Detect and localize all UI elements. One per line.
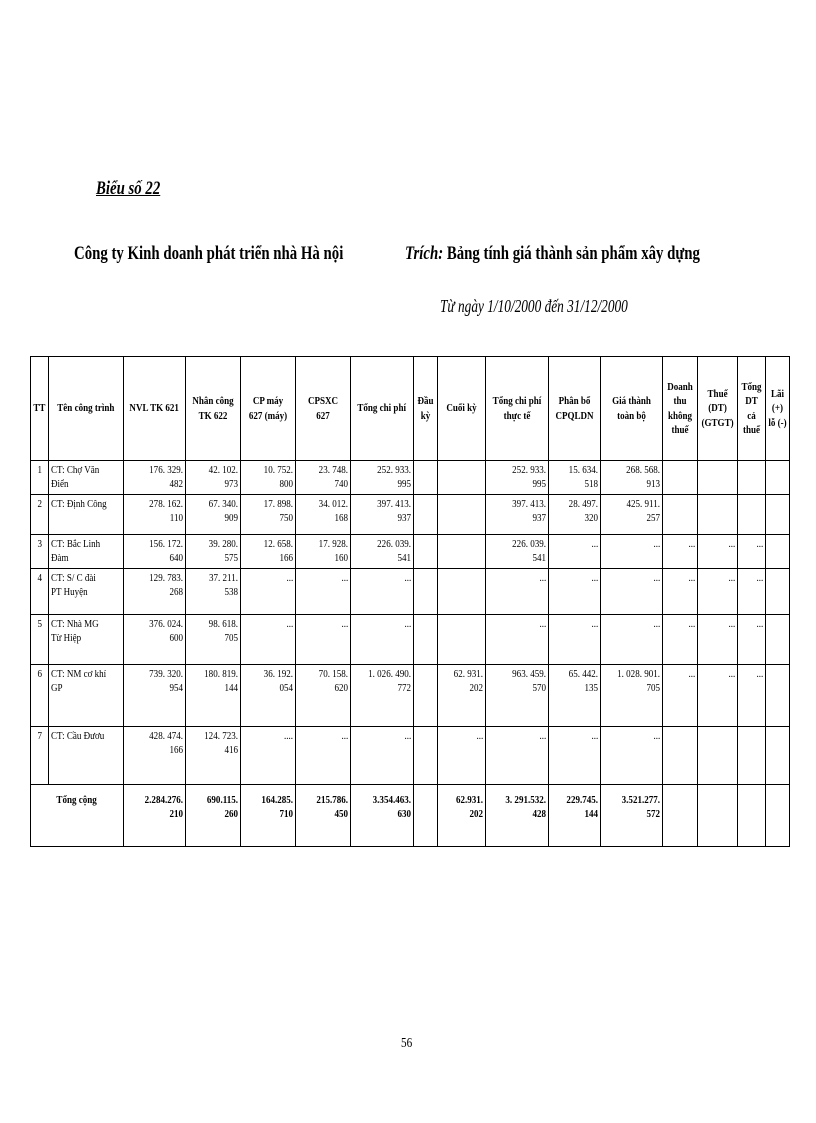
project-name (49, 461, 124, 495)
column-header (414, 357, 438, 461)
table-cell (486, 664, 549, 726)
row-index (31, 568, 49, 614)
cell-text: ... (404, 571, 411, 584)
column-header-label: Doanh thu không thuế (667, 380, 693, 436)
cell-text: 17. 928. 160 (318, 537, 348, 564)
column-header (186, 357, 241, 461)
cell-text: 252. 933. 995 (512, 464, 546, 491)
cell-text: 156. 172. 640 (149, 537, 183, 564)
row-index (31, 726, 49, 784)
table-cell (351, 568, 414, 614)
column-header (663, 357, 698, 461)
cell-text: ... (653, 729, 660, 742)
table-cell (296, 568, 351, 614)
cell-text: CT: Chợ Văn Điển (51, 464, 100, 491)
row-index (31, 664, 49, 726)
column-header (351, 357, 414, 461)
table-cell (124, 614, 186, 664)
table-cell (241, 534, 296, 568)
table-cell (296, 614, 351, 664)
cell-text: 98. 618. 705 (208, 617, 238, 644)
table-cell (414, 726, 438, 784)
column-header (241, 357, 296, 461)
table-cell (698, 664, 738, 726)
row-index (31, 534, 49, 568)
table-cell (766, 664, 790, 726)
cell-text: ... (653, 571, 660, 584)
cell-text: ... (688, 537, 695, 550)
cell-text: CT: Nhà MG Từ Hiệp (51, 617, 99, 644)
table-cell (438, 494, 486, 534)
table-cell (663, 534, 698, 568)
column-header (738, 357, 766, 461)
cell-text: ... (404, 617, 411, 630)
column-header-label: CP máy 627 (máy) (248, 395, 288, 422)
table-cell (698, 614, 738, 664)
cell-text: 4 (37, 571, 42, 584)
column-header-label: Tổng DT cả thuế (741, 380, 762, 436)
table-cell (663, 461, 698, 495)
project-name (49, 534, 124, 568)
table-cell (414, 461, 438, 495)
column-header-label: Tên công trình (57, 402, 115, 415)
total-value: 215.786. 450 (316, 793, 348, 820)
table-cell (186, 494, 241, 534)
cell-text: ... (728, 617, 736, 630)
table-cell (124, 664, 186, 726)
totals-label (31, 784, 124, 846)
table-cell (663, 494, 698, 534)
totals-label-text: Tổng cộng (56, 793, 98, 806)
cell-text: 268. 568. 913 (626, 464, 660, 491)
cell-text: 62. 931. 202 (453, 667, 483, 694)
cell-text: ... (476, 729, 483, 742)
total-cell (549, 784, 601, 846)
table-cell (186, 568, 241, 614)
table-cell (601, 494, 663, 534)
project-name (49, 614, 124, 664)
table-cell (438, 614, 486, 664)
table-cell (549, 568, 601, 614)
row-index (31, 494, 49, 534)
table-cell (698, 568, 738, 614)
cell-text: ... (286, 617, 293, 630)
column-header (124, 357, 186, 461)
table-cell (486, 614, 549, 664)
total-cell (601, 784, 663, 846)
table-cell (438, 726, 486, 784)
cell-text: ... (756, 617, 764, 630)
cell-text: CT: Định Công (51, 497, 107, 510)
table-cell (241, 461, 296, 495)
cell-text: ... (341, 729, 348, 742)
table-cell (549, 461, 601, 495)
cell-text: 34. 012. 168 (318, 497, 348, 524)
table-cell (549, 664, 601, 726)
table-row (31, 614, 790, 664)
table-cell (296, 726, 351, 784)
table-row (31, 568, 790, 614)
total-value: 62.931. 202 (455, 793, 483, 820)
table-cell (766, 726, 790, 784)
cell-text: 2 (37, 497, 42, 510)
total-cell (296, 784, 351, 846)
table-cell (549, 726, 601, 784)
cell-text: ... (688, 617, 695, 630)
cell-text: 37. 211. 538 (209, 571, 238, 598)
table-cell (486, 494, 549, 534)
table-row (31, 461, 790, 495)
cell-text: CT: Cầu Đươu (51, 729, 105, 742)
total-value: 3.354.463. 630 (372, 793, 411, 820)
table-cell (601, 726, 663, 784)
column-header-label: Phân bổ CPQLDN (555, 395, 594, 422)
table-cell (738, 614, 766, 664)
table-cell (414, 614, 438, 664)
total-value: 690.115. 260 (206, 793, 238, 820)
table-row (31, 726, 790, 784)
page-number: 56 (401, 1036, 413, 1051)
cell-text: 176. 329. 482 (149, 464, 183, 491)
cell-text: 10. 752. 800 (263, 464, 293, 491)
project-name (49, 568, 124, 614)
cell-text: 226. 039. 541 (512, 537, 546, 564)
company-name: Công ty Kinh doanh phát triển nhà Hà nội (74, 243, 344, 264)
cell-text: 1. 026. 490. 772 (368, 667, 411, 694)
cell-text: ... (653, 537, 660, 550)
table-cell (241, 614, 296, 664)
table-cell (766, 614, 790, 664)
column-header (766, 357, 790, 461)
cell-text: 3 (37, 537, 42, 550)
table-cell (738, 534, 766, 568)
total-cell (414, 784, 438, 846)
total-cell (351, 784, 414, 846)
cell-text: ... (591, 571, 598, 584)
total-cell (766, 784, 790, 846)
total-cell (738, 784, 766, 846)
table-header-row (31, 357, 790, 461)
cell-text: 397. 413. 937 (512, 497, 546, 524)
table-cell (549, 614, 601, 664)
document-title (405, 243, 700, 265)
table-row (31, 534, 790, 568)
cell-text: 129. 783. 268 (149, 571, 183, 598)
table-cell (351, 534, 414, 568)
column-header (31, 357, 49, 461)
table-cell (124, 534, 186, 568)
table-cell (601, 461, 663, 495)
table-cell (601, 534, 663, 568)
total-value: 3.521.277. 572 (621, 793, 660, 820)
table-cell (414, 534, 438, 568)
cell-text: ... (591, 729, 598, 742)
table-cell (124, 568, 186, 614)
cell-text: 278. 162. 110 (149, 497, 183, 524)
table-cell (241, 664, 296, 726)
cost-table (30, 356, 790, 847)
cell-text: 15. 634. 518 (568, 464, 598, 491)
table-cell (186, 664, 241, 726)
total-cell (438, 784, 486, 846)
cell-text: 425. 911. 257 (626, 497, 660, 524)
total-cell (663, 784, 698, 846)
table-row (31, 494, 790, 534)
cell-text: ... (341, 571, 348, 584)
total-value: 2.284.276. 210 (144, 793, 183, 820)
cell-text: 124. 723. 416 (204, 729, 238, 756)
table-cell (124, 494, 186, 534)
table-cell (486, 568, 549, 614)
cell-text: 36. 192. 054 (263, 667, 293, 694)
table-cell (414, 494, 438, 534)
table-cell (241, 568, 296, 614)
report-period: Từ ngày 1/10/2000 đến 31/12/2000 (440, 296, 628, 316)
table-cell (351, 461, 414, 495)
column-header-label: Nhân công TK 622 (192, 395, 234, 422)
cell-text: 70. 158. 620 (318, 667, 348, 694)
table-cell (663, 726, 698, 784)
table-cell (186, 461, 241, 495)
table-cell (186, 726, 241, 784)
table-cell (663, 664, 698, 726)
cell-text: 12. 658. 166 (263, 537, 293, 564)
extract-lead: Trích: (405, 243, 444, 264)
column-header-label: TT (33, 402, 46, 415)
table-cell (663, 614, 698, 664)
cell-text: 397. 413. 937 (377, 497, 411, 524)
total-cell (241, 784, 296, 846)
column-header-label: Tổng chi phí (357, 402, 407, 415)
table-cell (601, 568, 663, 614)
table-cell (601, 614, 663, 664)
table-cell (698, 534, 738, 568)
table-cell (486, 461, 549, 495)
column-header (601, 357, 663, 461)
cell-text: ... (539, 729, 546, 742)
cell-text: 65. 442. 135 (568, 667, 598, 694)
column-header (49, 357, 124, 461)
column-header-label: Lãi (+) lỗ (-) (768, 388, 787, 429)
cell-text: 17. 898. 750 (263, 497, 293, 524)
table-cell (351, 494, 414, 534)
table-cell (738, 664, 766, 726)
cell-text: 180. 819. 144 (204, 667, 238, 694)
table-cell (438, 534, 486, 568)
total-value: 3. 291.532. 428 (505, 793, 546, 820)
table-cell (124, 461, 186, 495)
table-cell (698, 726, 738, 784)
table-row (31, 664, 790, 726)
table-cell (549, 494, 601, 534)
table-cell (351, 614, 414, 664)
column-header-label: Thuế (DT) (GTGT) (701, 388, 734, 429)
cell-text: 739. 320. 954 (149, 667, 183, 694)
cell-text: ... (728, 537, 736, 550)
project-name (49, 494, 124, 534)
row-index (31, 614, 49, 664)
table-cell (351, 726, 414, 784)
total-value: 164.285. 710 (261, 793, 293, 820)
table-cell (124, 726, 186, 784)
cell-text: 39. 280. 575 (208, 537, 238, 564)
cell-text: 42. 102. 973 (208, 464, 238, 491)
cell-text: CT: S/ C đài PT Huyện (51, 571, 96, 598)
column-header (698, 357, 738, 461)
cell-text: ... (591, 537, 598, 550)
cell-text: 428. 474. 166 (149, 729, 183, 756)
cell-text: 1. 028. 901. 705 (617, 667, 660, 694)
table-cell (663, 568, 698, 614)
cell-text: 7 (37, 729, 42, 742)
table-cell (438, 461, 486, 495)
cell-text: 963. 459. 570 (512, 667, 546, 694)
table-cell (738, 494, 766, 534)
column-header-label: NVL TK 621 (129, 402, 180, 415)
table-cell (414, 568, 438, 614)
cell-text: ... (341, 617, 348, 630)
cell-text: ... (756, 571, 764, 584)
table-cell (766, 568, 790, 614)
table-cell (766, 461, 790, 495)
total-cell (186, 784, 241, 846)
project-name (49, 664, 124, 726)
cell-text: ... (404, 729, 411, 742)
cell-text: 1 (37, 464, 42, 476)
total-cell (124, 784, 186, 846)
table-cell (241, 494, 296, 534)
table-cell (486, 534, 549, 568)
cell-text: ... (728, 667, 736, 680)
table-cell (766, 534, 790, 568)
cell-text: ... (688, 571, 695, 584)
cell-text: 376. 024. 600 (149, 617, 183, 644)
cell-text: 67. 340. 909 (208, 497, 238, 524)
cell-text: ... (756, 667, 764, 680)
column-header (486, 357, 549, 461)
table-cell (438, 664, 486, 726)
table-cell (296, 664, 351, 726)
total-cell (486, 784, 549, 846)
table-cell (438, 568, 486, 614)
row-index (31, 461, 49, 495)
table-cell (698, 461, 738, 495)
table-cell (486, 726, 549, 784)
table-cell (601, 664, 663, 726)
table-cell (738, 726, 766, 784)
table-cell (351, 664, 414, 726)
column-header (438, 357, 486, 461)
cell-text: 252. 933. 995 (377, 464, 411, 491)
cell-text: ... (653, 617, 660, 630)
table-cell (766, 494, 790, 534)
table-cell (296, 534, 351, 568)
cell-text: ... (756, 537, 764, 550)
column-header-label: Tổng chi phí thực tế (492, 395, 542, 422)
cell-text: 6 (37, 667, 42, 680)
cell-text: 226. 039. 541 (377, 537, 411, 564)
cell-text: ... (728, 571, 736, 584)
cell-text: CT: Bắc Linh Đàm (51, 537, 101, 564)
cell-text: 23. 748. 740 (318, 464, 348, 491)
cell-text: 5 (37, 617, 42, 630)
table-cell (186, 534, 241, 568)
cell-text: ... (688, 667, 695, 680)
table-cell (186, 614, 241, 664)
table-cell (698, 494, 738, 534)
cell-text: ... (539, 571, 546, 584)
column-header-label: Đầu kỳ (417, 395, 434, 422)
table-cell (549, 534, 601, 568)
table-cell (738, 568, 766, 614)
column-header-label: Cuối kỳ (446, 402, 477, 415)
table-cell (241, 726, 296, 784)
cell-text: .... (283, 729, 293, 742)
column-header (296, 357, 351, 461)
extract-text: Bảng tính giá thành sản phẩm xây dựng (443, 243, 700, 264)
project-name (49, 726, 124, 784)
cell-text: ... (539, 617, 546, 630)
form-title: Biểu số 22 (96, 178, 161, 199)
cell-text: 28. 497. 320 (568, 497, 598, 524)
cell-text: CT: NM cơ khí GP (51, 667, 107, 694)
column-header-label: Giá thành toàn bộ (612, 395, 651, 422)
table-cell (296, 494, 351, 534)
table-cell (738, 461, 766, 495)
total-cell (698, 784, 738, 846)
column-header-label: CPSXC 627 (307, 395, 339, 422)
table-cell (414, 664, 438, 726)
cell-text: ... (286, 571, 293, 584)
column-header (549, 357, 601, 461)
totals-row (31, 784, 790, 846)
table-cell (296, 461, 351, 495)
total-value: 229.745. 144 (566, 793, 598, 820)
cell-text: ... (591, 617, 598, 630)
